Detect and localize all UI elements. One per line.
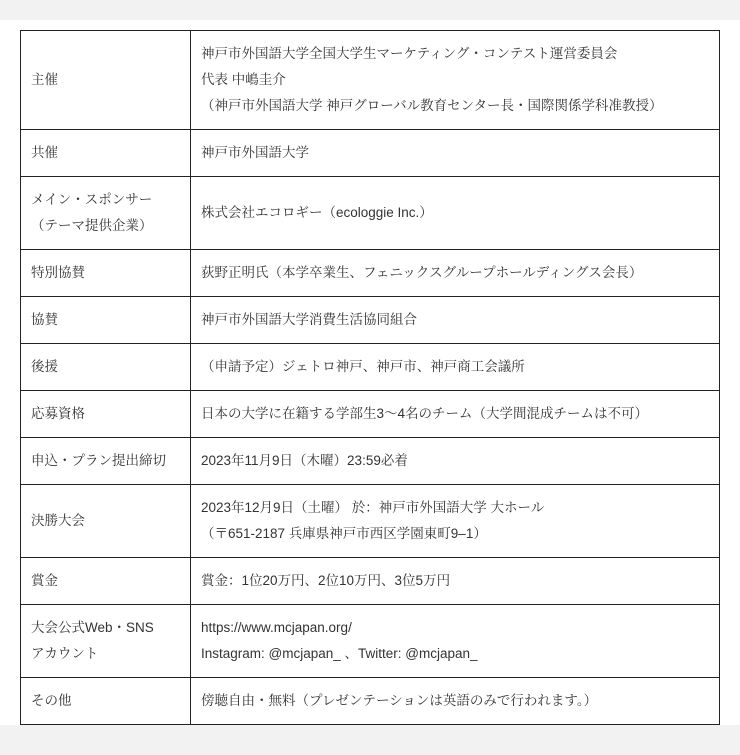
table-row-co-organizer (21, 130, 720, 177)
label-line: アカウント (31, 646, 99, 661)
row-value (191, 250, 720, 297)
row-value (191, 177, 720, 250)
value-line: 神戸市外国語大学消費生活協同組合 (201, 312, 417, 327)
value-line: 傍聴自由・無料（プレゼンテーションは英語のみで行われます。） (201, 693, 598, 708)
label-line: 応募資格 (31, 406, 85, 421)
row-value (191, 678, 720, 725)
table-row-official-web (21, 605, 720, 678)
table-row-other (21, 678, 720, 725)
row-value (191, 344, 720, 391)
value-line: 株式会社エコロギー（ecologgie Inc.） (201, 205, 433, 220)
table-row-eligibility (21, 391, 720, 438)
value-line: 2023年12月9日（土曜） 於：神戸市外国語大学 大ホール (201, 500, 545, 515)
row-value (191, 391, 720, 438)
row-label (21, 558, 191, 605)
table-row-sponsor (21, 297, 720, 344)
label-line: 主催 (31, 72, 58, 87)
website-link[interactable]: https://www.mcjapan.org/ (201, 620, 352, 635)
value-line: 日本の大学に在籍する学部生3～4名のチーム（大学間混成チームは不可） (201, 406, 649, 421)
label-line: 共催 (31, 145, 58, 160)
row-value (191, 438, 720, 485)
value-line: 賞金：1位20万円、2位10万円、3位5万円 (201, 573, 451, 588)
row-label (21, 485, 191, 558)
table-row-special-sponsor (21, 250, 720, 297)
label-line: メイン・スポンサー (31, 192, 153, 207)
table-row-prize (21, 558, 720, 605)
label-line: 大会公式Web・SNS (31, 620, 154, 635)
value-line: 2023年11月9日（木曜）23:59必着 (201, 453, 408, 468)
row-label (21, 250, 191, 297)
label-line: （テーマ提供企業） (31, 218, 153, 233)
row-label (21, 391, 191, 438)
table-row-support (21, 344, 720, 391)
row-label (21, 344, 191, 391)
row-value (191, 558, 720, 605)
row-label (21, 438, 191, 485)
value-line: （神戸市外国語大学 神戸グローバル教育センター長・国際関係学科准教授） (201, 98, 663, 113)
value-line: （申請予定）ジェトロ神戸、神戸市、神戸商工会議所 (201, 359, 525, 374)
row-label (21, 297, 191, 344)
label-line: 賞金 (31, 573, 58, 588)
label-line: 特別協賛 (31, 265, 85, 280)
value-line: 神戸市外国語大学 (201, 145, 309, 160)
table-row-deadline (21, 438, 720, 485)
label-line: その他 (31, 693, 72, 708)
row-value (191, 485, 720, 558)
table-row-organizer (21, 31, 720, 130)
row-label (21, 31, 191, 130)
label-line: 決勝大会 (31, 513, 85, 528)
value-line: 荻野正明氏（本学卒業生、フェニックスグループホールディングス会長） (201, 265, 643, 280)
row-label (21, 177, 191, 250)
row-value (191, 605, 720, 678)
row-value (191, 297, 720, 344)
row-label (21, 678, 191, 725)
label-line: 協賛 (31, 312, 58, 327)
row-value (191, 130, 720, 177)
row-value (191, 31, 720, 130)
value-line: 神戸市外国語大学全国大学生マーケティング・コンテスト運営委員会 (201, 46, 618, 61)
sns-accounts: Instagram: @mcjapan_ 、Twitter: @mcjapan_ (201, 646, 478, 661)
label-line: 後援 (31, 359, 58, 374)
table-row-main-sponsor (21, 177, 720, 250)
label-line: 申込・プラン提出締切 (31, 453, 166, 468)
row-label (21, 130, 191, 177)
document-sheet (0, 20, 740, 725)
value-line: 代表 中嶋圭介 (201, 72, 286, 87)
table-row-final (21, 485, 720, 558)
row-label (21, 605, 191, 678)
event-info-table (20, 30, 720, 725)
value-line: （〒651-2187 兵庫県神戸市西区学園東町9–1） (201, 526, 487, 541)
